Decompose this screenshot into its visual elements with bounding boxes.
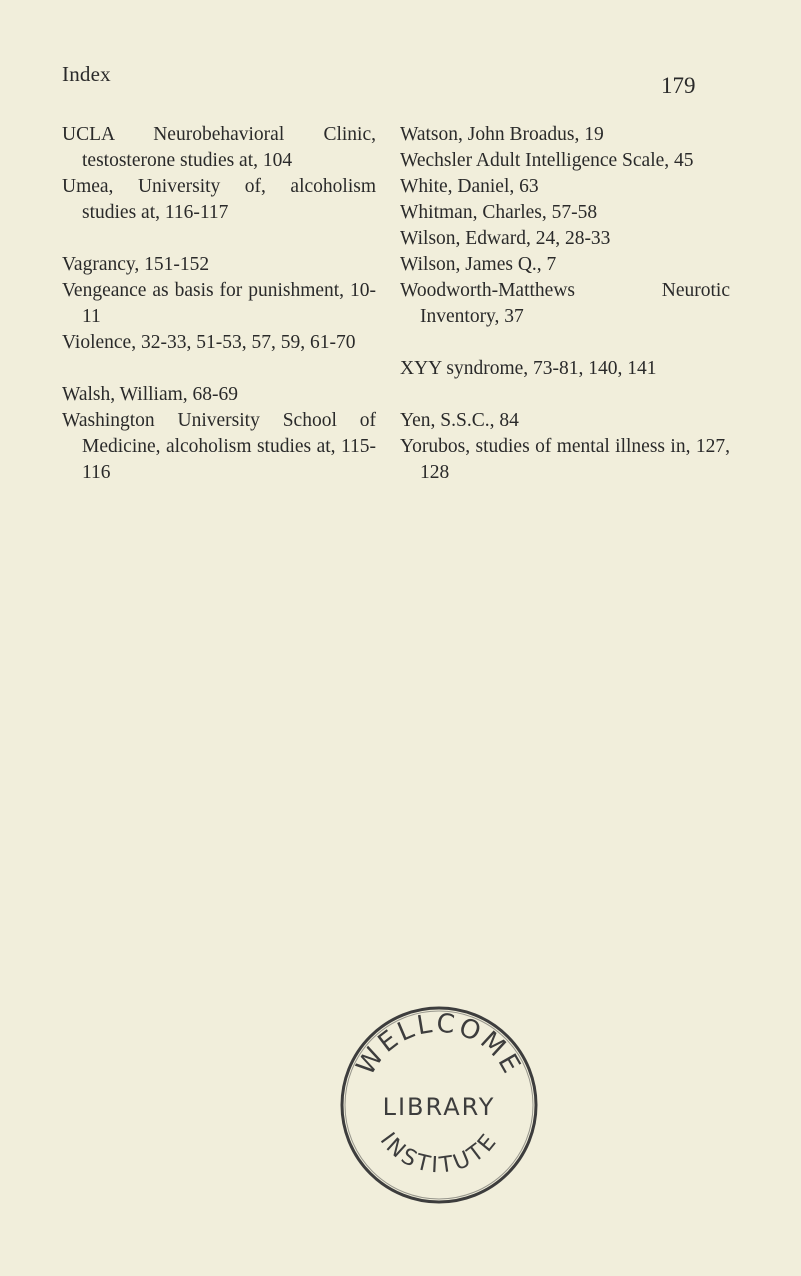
letter-group-gap: [400, 382, 730, 408]
index-entry: Whitman, Charles, 57-58: [400, 202, 598, 223]
index-entry: Wilson, James Q., 7: [400, 254, 557, 275]
index-entry: Walsh, William, 68-69: [62, 384, 239, 405]
svg-text:INSTITUTE: [375, 1128, 503, 1179]
index-entry: Vagrancy, 151-152: [62, 254, 210, 275]
stamp-top-text: WELLCOME: [350, 1008, 528, 1081]
running-head: Index: [62, 62, 111, 86]
index-column-right: [400, 122, 730, 486]
index-entry: Watson, John Broadus, 19: [400, 124, 604, 145]
index-entry: Violence, 32-33, 51-53, 57, 59, 61-70: [62, 332, 356, 353]
index-entry: Woodworth-Matthews Neurotic Inventory, 37: [400, 280, 730, 327]
letter-group-gap: [62, 356, 376, 382]
index-entry: XYY syndrome, 73-81, 140, 141: [400, 358, 657, 379]
index-entry: Umea, University of, alcoholism studies at, 116-117: [62, 176, 376, 223]
index-entry: White, Daniel, 63: [400, 176, 539, 197]
index-column-left: [62, 122, 376, 486]
stamp-middle-text: LIBRARY: [382, 1093, 496, 1121]
index-entry: Wilson, Edward, 24, 28-33: [400, 228, 611, 249]
page-number: 179: [661, 73, 696, 98]
index-entry: Washington University School of Medicine, alcoholism studies at, 115-116: [62, 410, 376, 483]
svg-text:WELLCOME: [351, 1008, 527, 1080]
library-stamp: [336, 1002, 542, 1208]
letter-group-gap: [62, 226, 376, 252]
index-entry: Yorubos, studies of mental illness in, 127, 128: [400, 436, 730, 483]
index-entry: UCLA Neurobehavioral Clinic, testosterone studies at, 104: [62, 124, 376, 171]
index-entry: Wechsler Adult Intelligence Scale, 45: [400, 150, 694, 171]
index-entry: Vengeance as basis for punishment, 10-11: [62, 280, 376, 327]
letter-group-gap: [400, 330, 730, 356]
index-entry: Yen, S.S.C., 84: [400, 410, 519, 431]
stamp-bottom-text: INSTITUTE: [374, 1127, 504, 1179]
